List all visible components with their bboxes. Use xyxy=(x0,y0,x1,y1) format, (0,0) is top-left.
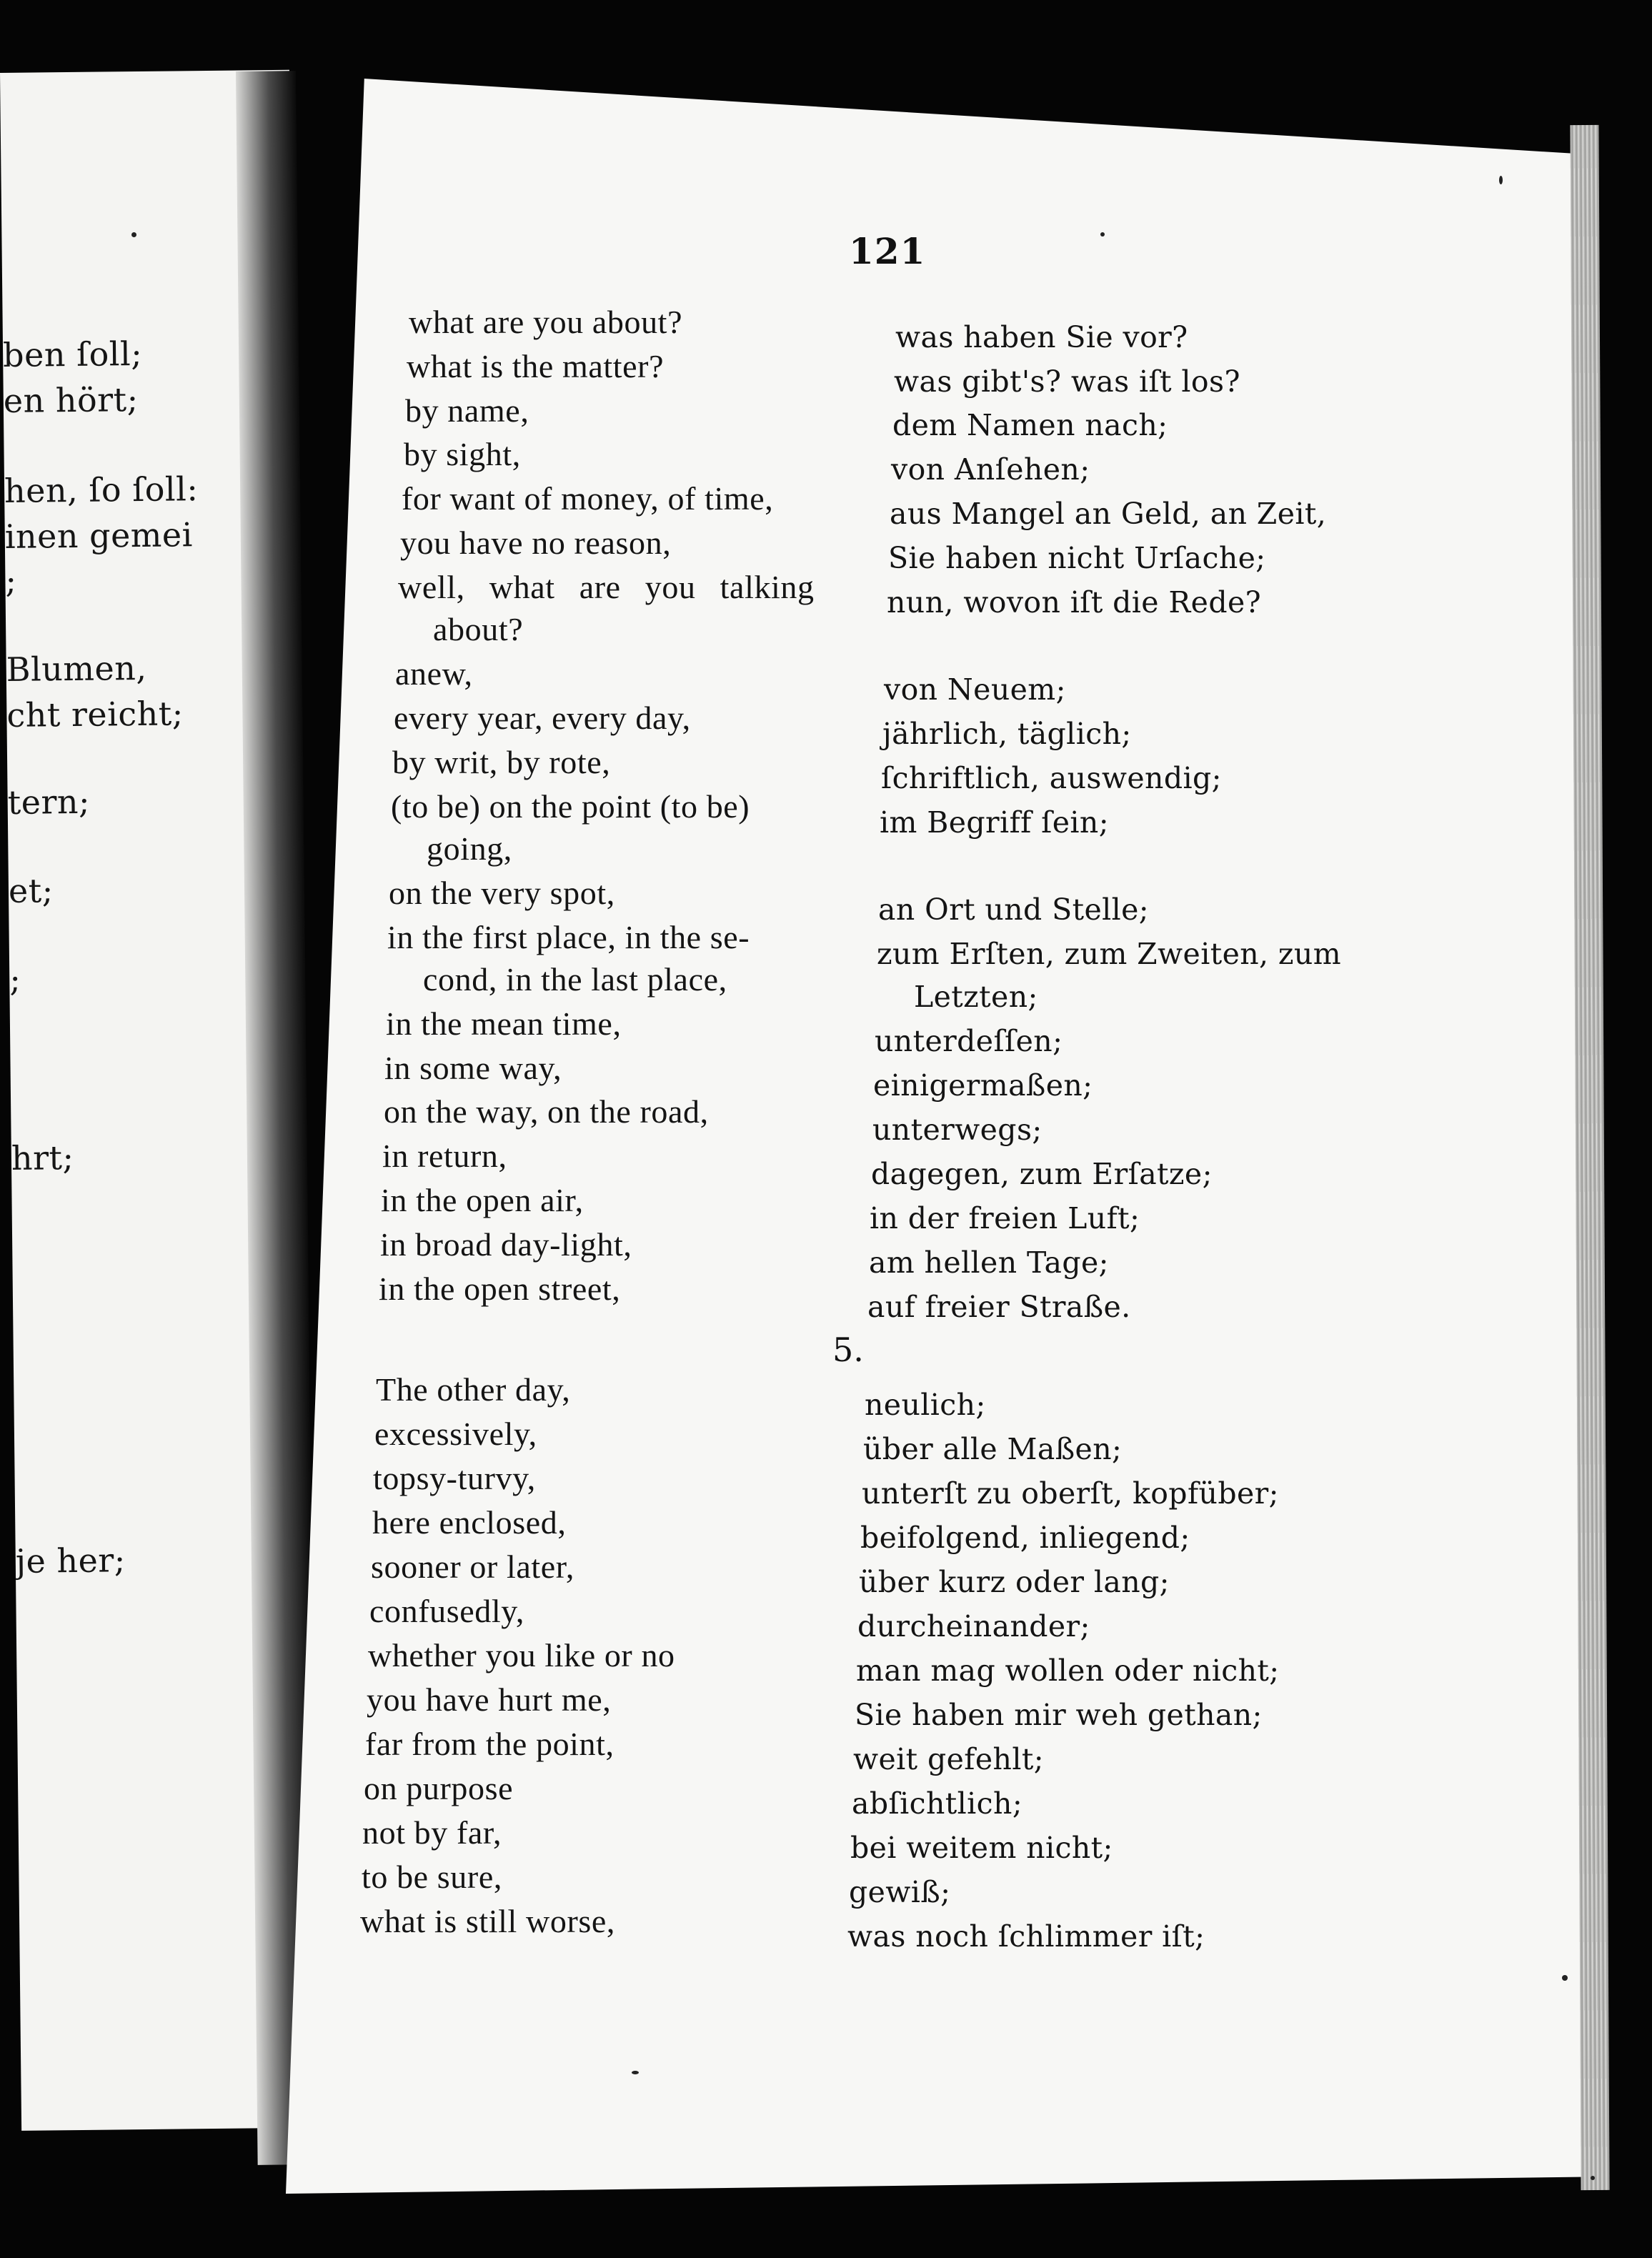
english-phrase: by sight, xyxy=(404,436,521,472)
page-number: 121 xyxy=(849,230,926,272)
german-phrase: beifolgend, inliegend; xyxy=(860,1521,1190,1555)
german-phrase: über alle Maßen; xyxy=(863,1432,1123,1466)
english-phrase: sooner or later, xyxy=(371,1548,574,1585)
english-phrase: well, what are you talking xyxy=(398,569,815,605)
german-phrase: was haben Sie vor? xyxy=(895,320,1188,354)
english-phrase: on the very spot, xyxy=(389,875,615,911)
english-phrase: on the way, on the road, xyxy=(384,1093,709,1130)
german-phrase: weit gefehlt; xyxy=(853,1742,1044,1776)
english-phrase: topsy-turvy, xyxy=(373,1460,536,1496)
german-phrase: Letzten; xyxy=(914,980,1038,1014)
left-fragment-line: ben ſoll; xyxy=(2,334,143,374)
english-phrase: every year, every day, xyxy=(394,700,691,736)
english-phrase: going, xyxy=(427,830,512,867)
print-speck xyxy=(1100,232,1105,237)
left-fragment-line: inen gemei xyxy=(4,515,194,556)
english-phrase: The other day, xyxy=(376,1371,571,1408)
section-number: 5. xyxy=(832,1331,864,1369)
english-phrase: here enclosed, xyxy=(372,1504,567,1541)
english-phrase: in the open air, xyxy=(381,1182,584,1218)
german-phrase: von Anſehen; xyxy=(891,452,1090,487)
left-fragment-line: je her; xyxy=(15,1541,126,1581)
german-phrase: durcheinander; xyxy=(857,1609,1090,1643)
english-phrase: in the first place, in the se- xyxy=(387,919,750,955)
left-fragment-line: en hört; xyxy=(3,379,139,420)
german-phrase: man mag wollen oder nicht; xyxy=(856,1653,1280,1688)
german-phrase: auf freier Straße. xyxy=(867,1290,1131,1324)
german-phrase: neulich; xyxy=(865,1388,986,1422)
german-phrase: einigermaßen; xyxy=(873,1068,1093,1103)
english-phrase: in return, xyxy=(382,1138,507,1174)
german-phrase: an Ort und Stelle; xyxy=(878,892,1150,927)
english-phrase: what are you about? xyxy=(409,304,683,340)
print-speck xyxy=(131,232,136,237)
german-phrase: ſchriftlich, auswendig; xyxy=(881,761,1222,795)
german-phrase: in der freien Luft; xyxy=(870,1201,1140,1235)
german-phrase: unterſt zu oberſt, kopfüber; xyxy=(862,1476,1279,1511)
english-phrase: by name, xyxy=(405,392,529,429)
english-phrase: for want of money, of time, xyxy=(402,480,774,517)
english-phrase: by writ, by rote, xyxy=(392,744,611,780)
german-phrase: von Neuem; xyxy=(884,672,1066,707)
english-phrase: about? xyxy=(433,611,524,647)
english-phrase: you have hurt me, xyxy=(367,1681,612,1718)
english-phrase: far from the point, xyxy=(365,1726,614,1762)
print-speck xyxy=(632,2071,639,2074)
left-fragment-line: cht reicht; xyxy=(6,694,184,735)
left-fragment-line: ; xyxy=(9,960,21,999)
german-phrase: dem Namen nach; xyxy=(892,408,1168,442)
german-phrase: gewiß; xyxy=(849,1875,951,1909)
german-phrase: was noch ſchlimmer iſt; xyxy=(847,1919,1205,1954)
german-phrase: Sie haben nicht Urſache; xyxy=(888,541,1266,575)
left-fragment-line: ; xyxy=(5,561,17,600)
english-phrase: (to be) on the point (to be) xyxy=(391,788,750,825)
left-fragment-line: Blumen, xyxy=(6,648,147,689)
german-phrase: abſichtlich; xyxy=(852,1786,1023,1821)
german-phrase: unterwegs; xyxy=(872,1113,1043,1147)
left-fragment-line: et; xyxy=(8,871,54,910)
english-phrase: not by far, xyxy=(362,1814,502,1851)
english-phrase: whether you like or no xyxy=(368,1637,675,1673)
german-phrase: bei weitem nicht; xyxy=(850,1831,1113,1865)
english-phrase: in the open street, xyxy=(379,1270,621,1307)
print-speck xyxy=(1499,176,1503,184)
english-phrase: in broad day-light, xyxy=(380,1226,632,1263)
english-phrase: in the mean time, xyxy=(386,1005,622,1042)
german-phrase: zum Erſten, zum Zweiten, zum xyxy=(877,937,1342,971)
english-phrase: on purpose xyxy=(364,1770,514,1806)
german-phrase: was gibt's? was iſt los? xyxy=(894,364,1240,399)
english-phrase: what is the matter? xyxy=(407,348,665,384)
english-phrase: cond, in the last place, xyxy=(423,961,727,998)
english-phrase: excessively, xyxy=(374,1416,537,1452)
left-fragment-line: hrt; xyxy=(11,1138,74,1178)
english-phrase: to be sure, xyxy=(362,1859,502,1895)
german-phrase: unterdeſſen; xyxy=(875,1024,1063,1058)
left-fragment-line: hen, ſo ſoll: xyxy=(4,469,199,510)
english-phrase: in some way, xyxy=(384,1050,562,1086)
german-phrase: Sie haben mir weh gethan; xyxy=(855,1698,1263,1732)
print-speck xyxy=(1591,2176,1595,2180)
german-phrase: aus Mangel an Geld, an Zeit, xyxy=(890,497,1327,531)
german-phrase: über kurz oder lang; xyxy=(859,1565,1170,1599)
english-phrase: confusedly, xyxy=(369,1593,524,1629)
german-phrase: dagegen, zum Erſatze; xyxy=(871,1157,1213,1191)
english-phrase: what is still worse, xyxy=(360,1903,615,1939)
print-speck xyxy=(1562,1975,1568,1981)
left-fragment-line: tern; xyxy=(7,782,91,822)
german-phrase: am hellen Tage; xyxy=(869,1245,1109,1280)
english-phrase: anew, xyxy=(395,655,473,692)
german-phrase: jährlich, täglich; xyxy=(882,717,1132,751)
german-phrase: im Begriff ſein; xyxy=(880,805,1109,840)
german-phrase: nun, wovon iſt die Rede? xyxy=(887,585,1262,620)
english-phrase: you have no reason, xyxy=(400,524,672,561)
